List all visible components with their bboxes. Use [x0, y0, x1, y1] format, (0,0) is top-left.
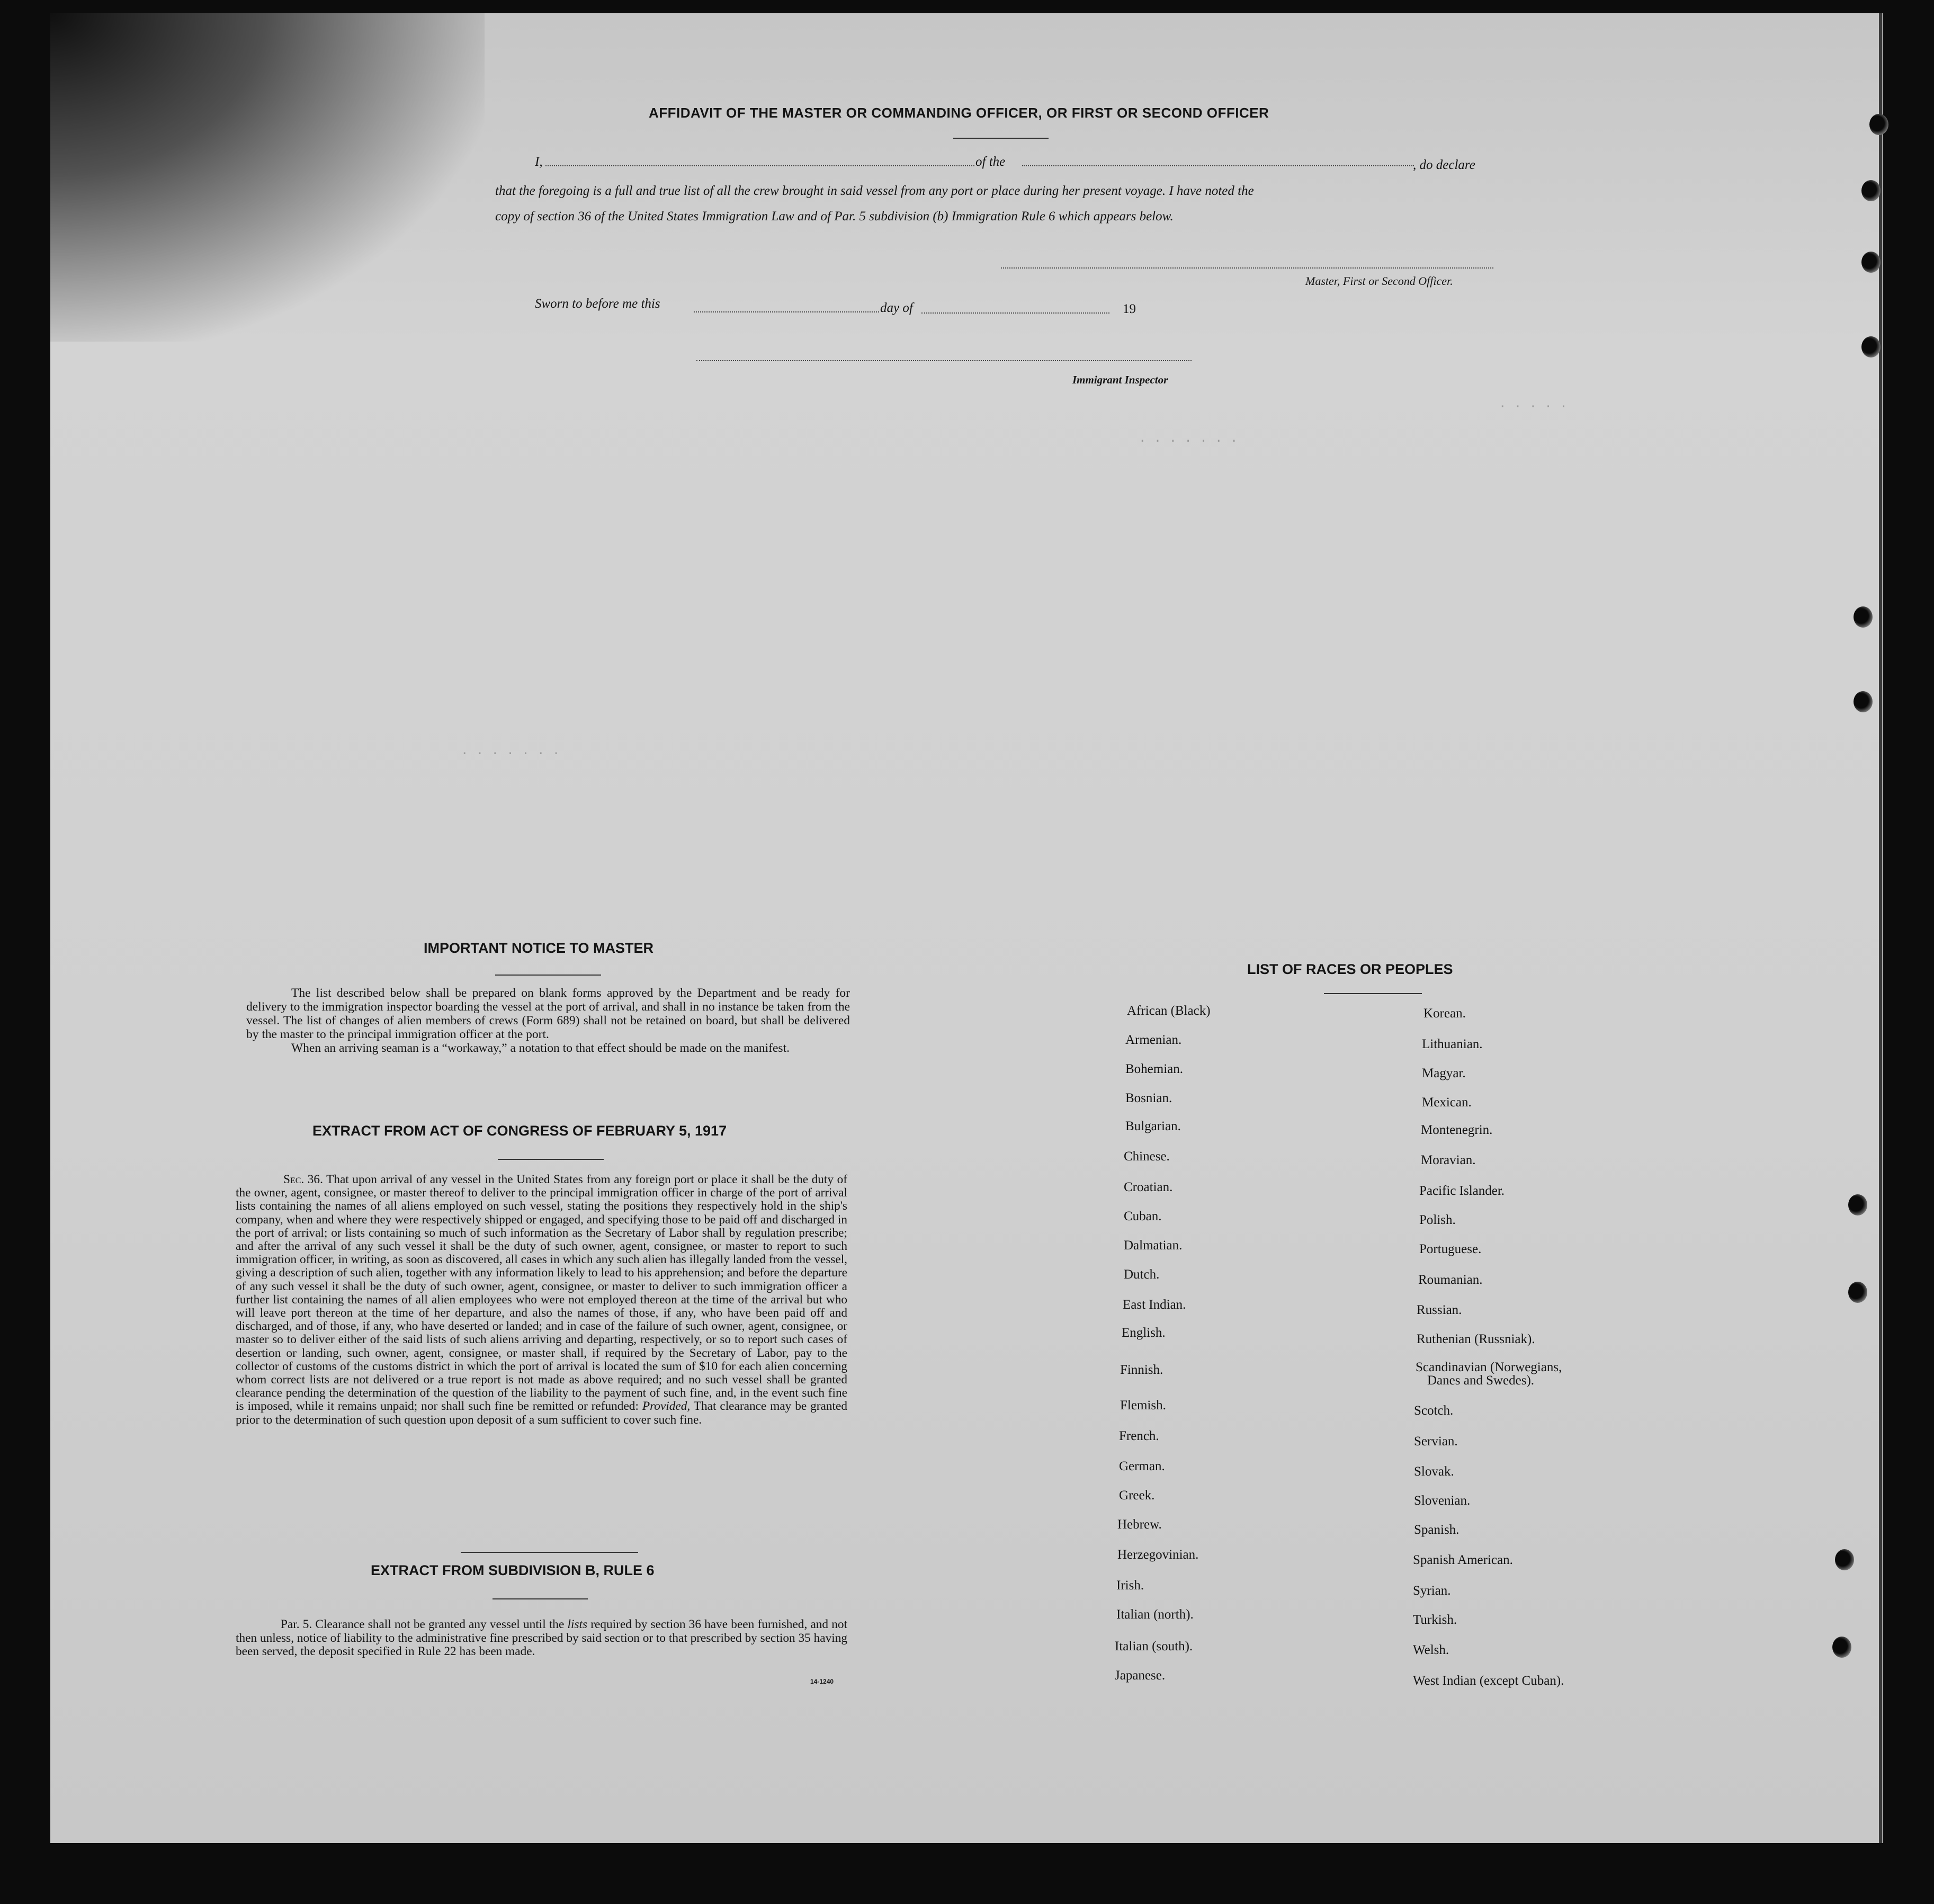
race-item: Spanish. [1414, 1523, 1460, 1537]
race-item: Roumanian. [1418, 1273, 1483, 1287]
lists-word: lists [567, 1617, 588, 1631]
punch-hole-icon [1835, 1549, 1854, 1570]
race-item: German. [1119, 1459, 1165, 1473]
affidavit-title: AFFIDAVIT OF THE MASTER OR COMMANDING OFFICER, OR FIRST OR SECOND OFFICER [649, 105, 1269, 121]
notice-text [246, 986, 850, 1055]
form-number: 14-1240 [810, 1678, 834, 1685]
race-item: Polish. [1419, 1213, 1456, 1227]
sworn-label: Sworn to before me this [535, 297, 660, 311]
race-item: Montenegrin. [1421, 1123, 1493, 1137]
bleed-through: · · · · · [1499, 400, 1568, 414]
race-item: Servian. [1414, 1434, 1458, 1449]
page-edge [1879, 13, 1882, 1843]
divider [495, 975, 601, 976]
punch-hole-icon [1861, 336, 1881, 357]
races-heading: LIST OF RACES OR PEOPLES [1247, 961, 1453, 977]
notice-paragraph-2: When an arriving seaman is a “workaway,” a notation to that effect should be made on the manifest. [291, 1041, 790, 1055]
punch-hole-icon [1861, 180, 1881, 201]
punch-hole-icon [1832, 1637, 1851, 1658]
divider [493, 1598, 588, 1599]
race-item: Herzegovinian. [1117, 1548, 1199, 1562]
sworn-month-field[interactable] [921, 312, 1109, 314]
punch-hole-icon [1848, 1194, 1867, 1215]
notice-heading: IMPORTANT NOTICE TO MASTER [424, 940, 653, 956]
race-item: Welsh. [1413, 1643, 1449, 1657]
extract-rule-text [236, 1618, 847, 1659]
provided-label: Provided, [642, 1399, 691, 1414]
race-item: Finnish. [1120, 1363, 1163, 1377]
punch-hole-icon [1861, 252, 1881, 273]
race-item: English. [1122, 1326, 1166, 1340]
race-item: Chinese. [1124, 1149, 1170, 1164]
race-item: Moravian. [1421, 1153, 1476, 1167]
race-item: African (Black) [1127, 1004, 1211, 1018]
race-item: Mexican. [1422, 1095, 1472, 1110]
race-item: Pacific Islander. [1419, 1184, 1505, 1198]
declarant-name-field[interactable] [545, 165, 974, 166]
extract-act-text [236, 1173, 847, 1427]
race-item: Greek. [1119, 1488, 1155, 1503]
race-item: Spanish American. [1413, 1553, 1513, 1567]
extract-act-heading: EXTRACT FROM ACT OF CONGRESS OF FEBRUARY 5, 1917 [312, 1123, 727, 1139]
race-item: Lithuanian. [1422, 1037, 1483, 1051]
divider [953, 138, 1049, 139]
race-item: Irish. [1116, 1578, 1144, 1593]
declaration-line-3: copy of section 36 of the United States Immigration Law and of Par. 5 subdivision (b) Immigration Rule 6 which appears below. [495, 209, 1174, 224]
race-item: East Indian. [1123, 1298, 1186, 1312]
divider [461, 1552, 638, 1553]
race-item: Slovak. [1414, 1464, 1454, 1479]
race-item: Japanese. [1115, 1668, 1166, 1683]
race-item: Scandinavian (Norwegians, [1416, 1360, 1562, 1374]
race-item: Russian. [1417, 1303, 1462, 1317]
race-item: Ruthenian (Russniak). [1417, 1332, 1535, 1346]
race-item: Hebrew. [1117, 1517, 1162, 1532]
do-declare-label: , do declare [1413, 158, 1475, 172]
race-item: Italian (north). [1116, 1607, 1194, 1622]
section-36-text-end: That clearance may be granted prior to the determination of such question upon deposit of a sum sufficient to cover such fine. [236, 1399, 848, 1427]
officer-caption: Master, First or Second Officer. [1305, 274, 1453, 288]
race-item: Magyar. [1422, 1066, 1466, 1080]
notice-paragraph-1: The list described below shall be prepared on blank forms approved by the Department and be ready for delivery to the immigration inspector boarding the vessel at the port of arrival, and shall in no instance be taken from the vessel. The list of changes of alien members of crews (Form 689) shall not be retained on board, but shall be delivered by the master to the principal immigration officer at the port. [246, 986, 850, 1041]
race-item: Dalmatian. [1124, 1238, 1183, 1253]
inspector-caption: Immigrant Inspector [1072, 373, 1168, 386]
section-label: Sec. 36. [283, 1173, 323, 1186]
race-item: Dutch. [1124, 1267, 1160, 1282]
race-item: French. [1119, 1429, 1159, 1443]
race-item: Turkish. [1413, 1613, 1457, 1627]
section-36-text: That upon arrival of any vessel in the United States from any foreign port or place it shall be the duty of the owner, agent, consignee, or master thereof to deliver to the principal immigration officer in charge of the port of arrival lists containing the names of all aliens employed on such vessel, stating the positions they respectively hold in the ship's company, when and where they were respectively shipped or engaged, and specifying those to be paid off and discharged in the port of arrival; or lists containing so much of such information as the Secretary of Labor shall by regulation prescribe; and after the arrival of any such vessel it shall be the duty of such owner, agent, consignee, or master to report to such immigration officer, in writing, as soon as discovered, all cases in which any such alien has illegally landed from the vessel, giving a description of such alien, together with any information likely to lead to his apprehension; and before the departure of any such vessel it shall be the duty of such owner, agent, consignee, or master to deliver to such immigration officer a further list containing the names of all alien employees who were not employed thereon at the time of the arrival but who will leave port thereon at the time of her departure, and also the names of those, if any, who have been paid off and discharged, and of those, if any, who have deserted or landed; and in case of the failure of such owner, agent, consignee, or master so to deliver either of the said lists of such aliens arriving and departing, respectively, or so to report such cases of desertion or landing, such owner, agent, consignee, or master shall, if required by the Secretary of Labor, pay to the collector of customs of the customs district in which the port of arrival is located the sum of $10 for each alien concerning whom correct lists are not delivered or a true report is not made as above required; and no such vessel shall be granted clearance pending the determination of the question of the liability to the payment of such fine, and, in the event such fine is imposed, while it remains unpaid; nor shall such fine be remitted or refunded: [236, 1173, 848, 1414]
race-item: Portuguese. [1419, 1242, 1482, 1256]
bleed-through: · · · · · · · [1139, 434, 1238, 449]
inspector-signature-field[interactable] [696, 360, 1192, 361]
sworn-day-field[interactable] [694, 311, 879, 312]
race-item: Syrian. [1413, 1584, 1451, 1598]
declaration-line-2: that the foregoing is a full and true list of all the crew brought in said vessel from any port or place during her present voyage. I have noted the [495, 184, 1254, 198]
punch-hole-icon [1869, 114, 1888, 135]
extract-rule-heading: EXTRACT FROM SUBDIVISION B, RULE 6 [371, 1562, 655, 1578]
race-item: Bohemian. [1125, 1062, 1184, 1076]
vessel-name-field[interactable] [1022, 165, 1414, 166]
scan-border [1883, 13, 1934, 1843]
race-item: Croatian. [1124, 1180, 1173, 1194]
day-of-label: day of [880, 301, 913, 315]
race-item: Italian (south). [1115, 1639, 1193, 1653]
punch-hole-icon [1854, 691, 1873, 712]
bleed-through: · · · · · · · [461, 747, 560, 761]
race-item: Armenian. [1125, 1033, 1182, 1047]
punch-hole-icon [1854, 606, 1873, 628]
divider [498, 1159, 604, 1160]
race-item: West Indian (except Cuban). [1413, 1674, 1564, 1688]
race-item: Scotch. [1414, 1404, 1454, 1418]
race-item: Bulgarian. [1125, 1119, 1181, 1133]
officer-signature-field[interactable] [1001, 267, 1493, 269]
race-item: Cuban. [1124, 1209, 1162, 1223]
race-item: Flemish. [1120, 1398, 1166, 1413]
rule-text-a: Par. 5. Clearance shall not be granted any vessel until the [281, 1617, 565, 1631]
document-page [50, 13, 1883, 1843]
declarant-label: I, [535, 155, 543, 169]
rule-text-b: required by section 36 have been furnished, and not then unless, notice of liability to the administrative fine prescribed by said section or to that prescribed by section 35 having been served, the deposit specified in Rule 22 has been made. [236, 1617, 848, 1658]
year-label: 19 [1123, 302, 1136, 316]
race-item: Bosnian. [1125, 1091, 1172, 1105]
punch-hole-icon [1848, 1282, 1867, 1303]
race-item: Korean. [1423, 1006, 1466, 1021]
divider [1324, 993, 1422, 994]
of-the-label: of the [975, 155, 1006, 169]
race-item: Danes and Swedes). [1427, 1373, 1535, 1388]
race-item: Slovenian. [1414, 1494, 1471, 1508]
